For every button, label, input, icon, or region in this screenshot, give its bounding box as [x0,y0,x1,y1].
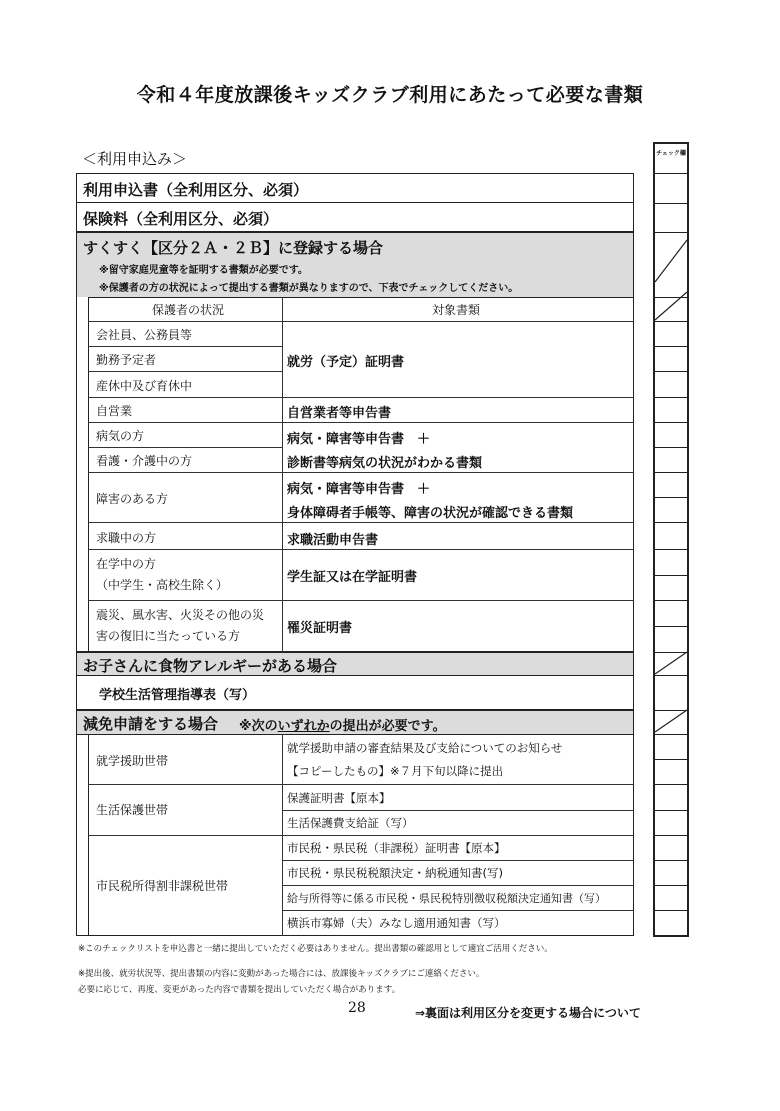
sukusuku-header [76,232,634,297]
reduction-doc: 給与所得等に係る市民税・県民税特別徴収税額決定通知書（写） [287,892,606,905]
fee-label: 保険料（全利用区分、必須） [83,210,279,228]
col-header-docs: 対象書類 [432,303,481,317]
fee-row [76,202,634,232]
reduction-group-label: 市民税所得割非課税世帯 [96,879,229,893]
status-item: 看護・介護中の方 [96,454,193,468]
reduction-doc: 生活保護費支給証（写） [287,816,414,830]
reduction-heading: 減免申請をする場合 [83,715,219,733]
status-item: 自営業 [96,404,133,418]
doc-sick-2: 診断書等病気の状況がわかる書類 [287,456,483,471]
status-item: 産休中及び育休中 [96,379,193,393]
col-header-status: 保護者の状況 [152,303,225,317]
status-item: 病気の方 [96,429,145,443]
reduction-doc: 【コピーしたもの】※７月下旬以降に提出 [287,764,504,778]
sukusuku-note-2: ※保護者の方の状況によって提出する書類が異なりますので、下表でチェックしてください。 [99,283,519,294]
status-item-sub: （中学生・高校生除く） [96,578,229,592]
reduction-doc: 市民税・県民税（非課税）証明書【原本】 [287,841,506,855]
footnote-3: 必要に応じて、再度、変更があった内容で書類を提出していただく場合があります。 [78,985,401,995]
footnote-2: ※提出後、就労状況等、提出書類の内容に変動があった場合には、放課後キッズクラブにご連絡ください。 [78,969,485,979]
doc-disability-1: 病気・障害等申告書 ＋ [287,482,431,497]
status-item-sub: 害の復旧に当たっている方 [96,629,241,643]
check-column-header: チェック欄 [656,150,686,157]
application-row [76,173,634,203]
back-page-note: ⇒裏面は利用区分を変更する場合について [415,1006,641,1020]
allergy-doc: 学校生活管理指導表（写） [99,688,256,703]
doc-work: 就労（予定）証明書 [287,355,405,370]
footnote-1: ※このチェックリストを申込書と一緒に提出していただく必要はありません。提出書類の確認用として適宜ご活用ください。 [78,944,553,954]
sukusuku-heading: すくすく【区分２Ａ・２Ｂ】に登録する場合 [83,239,384,257]
check-diagonals [653,142,689,937]
reduction-group-label: 生活保護世帯 [96,803,169,817]
doc-disaster: 罹災証明書 [287,621,353,636]
status-item: 求職中の方 [96,531,157,545]
allergy-header [76,652,634,676]
status-item: 会社員、公務員等 [96,328,193,342]
page-number: 28 [348,1000,366,1016]
reduction-doc: 就学援助申請の審査結果及び支給についてのお知らせ [287,741,563,755]
reduction-note: ※次のいずれかの提出が必要です。 [239,719,446,734]
reduction-doc: 横浜市寡婦（夫）みなし適用通知書（写） [287,916,506,930]
doc-sick-1: 病気・障害等申告書 ＋ [287,432,431,447]
doc-student: 学生証又は在学証明書 [287,570,418,585]
reduction-doc: 保護証明書【原本】 [287,791,391,805]
application-label: 利用申込書（全利用区分、必須） [83,181,309,199]
reduction-doc: 市民税・県民税税額決定・納税通知書(写) [287,866,503,880]
page-title: 令和４年度放課後キッズクラブ利用にあたって必要な書類 [136,84,644,106]
status-item: 勤務予定者 [96,353,157,367]
allergy-row [76,675,634,710]
section-label: ＜利用申込み＞ [82,150,188,168]
doc-self-employed: 自営業者等申告書 [287,406,392,421]
doc-disability-2: 身体障碍者手帳等、障害の状況が確認できる書類 [287,506,574,521]
sukusuku-note-1: ※留守家庭児童等を証明する書類が必要です。 [99,265,308,276]
doc-job-seeking: 求職活動申告書 [287,533,379,548]
allergy-heading: お子さんに食物アレルギーがある場合 [83,657,338,675]
status-item: 障害のある方 [96,492,169,506]
reduction-group-label: 就学援助世帯 [96,754,169,768]
status-item: 震災、風水害、火災その他の災 [96,608,265,622]
reduction-header [76,710,634,735]
status-item: 在学中の方 [96,557,157,571]
